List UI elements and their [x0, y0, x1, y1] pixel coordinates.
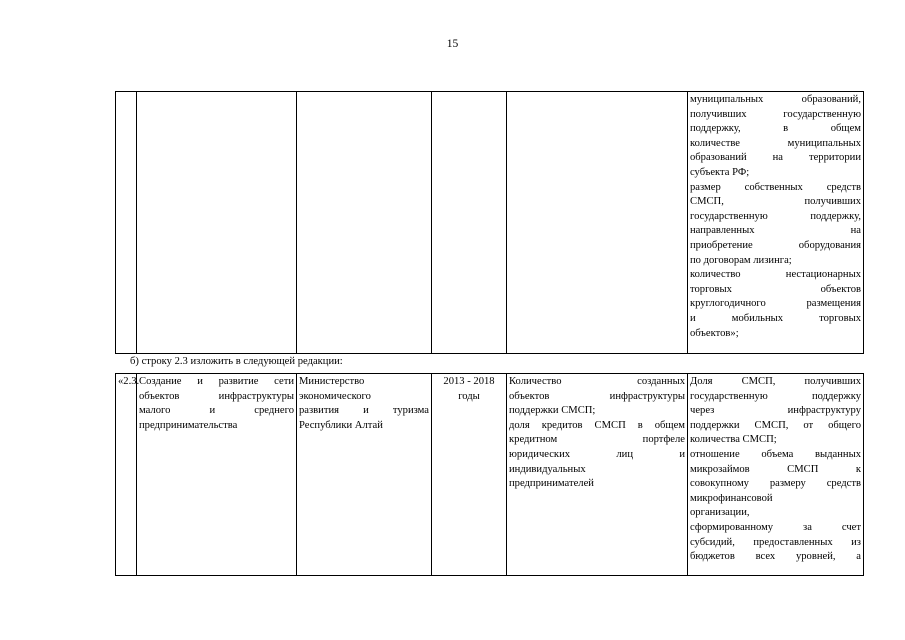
text-line: количестве муниципальных: [690, 137, 861, 149]
text-line: организации,: [690, 507, 750, 519]
cell-executor: [297, 374, 432, 576]
text-line: количество нестационарных: [690, 269, 861, 281]
text-line: кредитном портфеле: [509, 434, 685, 446]
text-line: микрозаймов СМСП к: [690, 463, 861, 475]
text-line: субсидий, предоставленных из: [690, 536, 861, 548]
text-line: Создание и развитие сети: [139, 376, 294, 387]
cell-executor: [297, 92, 432, 354]
text-line: Министерство: [299, 376, 365, 387]
row-number: «2.3.: [118, 376, 140, 387]
cell-result: [507, 374, 688, 576]
table-row-2-3: [115, 373, 864, 576]
text-line: и мобильных торговых: [690, 312, 861, 324]
text-line: круглогодичного размещения: [690, 298, 861, 310]
text-line: количества СМСП;: [690, 434, 777, 446]
indicator-lines: [690, 375, 861, 565]
text-line: Республики Алтай: [299, 419, 383, 431]
text-line: микрофинансовой: [690, 492, 773, 504]
text-line: отношение объема выданных: [690, 448, 861, 460]
table-row: [116, 374, 864, 576]
cell-result: [507, 92, 688, 354]
executor-lines: [299, 375, 429, 433]
text-line: государственную поддержку: [690, 390, 861, 402]
text-line: приобретение оборудования: [690, 239, 861, 251]
text-line: совокупному размеру средств: [690, 478, 861, 490]
text-line: предпринимательства: [139, 419, 238, 431]
text-line: экономического: [299, 390, 371, 402]
result-lines: [509, 375, 685, 492]
text-line: поддержку, в общем: [690, 123, 861, 135]
text-line: доля кредитов СМСП в общем: [509, 419, 685, 431]
cell-period: [432, 374, 507, 576]
name-lines: [139, 375, 294, 433]
text-line: индивидуальных: [509, 463, 586, 475]
text-line: СМСП, получивших: [690, 196, 861, 208]
period-text: 2013 - 2018 годы: [443, 376, 495, 402]
text-line: объектов»;: [690, 327, 739, 339]
cell-indicators: [688, 374, 864, 576]
text-line: Количество созданных: [509, 376, 685, 387]
cell-period: [432, 92, 507, 354]
cell-name: [137, 374, 297, 576]
text-line: через инфраструктуру: [690, 405, 861, 417]
text-line: по договорам лизинга;: [690, 254, 792, 266]
cell-name: [137, 92, 297, 354]
table-row: [116, 92, 864, 354]
text-line: субъекта РФ;: [690, 166, 750, 178]
text-line: получивших государственную: [690, 108, 861, 120]
text-line: бюджетов всех уровней, а: [690, 551, 861, 563]
text-line: сформированному за счет: [690, 521, 861, 533]
text-line: малого и среднего: [139, 405, 294, 417]
cell-number: [116, 92, 137, 354]
table-continuation: [115, 91, 864, 354]
text-line: развития и туризма: [299, 405, 429, 417]
text-line: объектов инфраструктуры: [509, 390, 685, 402]
text-line: поддержки СМСП, от общего: [690, 419, 861, 431]
text-line: торговых объектов: [690, 283, 861, 295]
text-line: направленных на: [690, 225, 861, 237]
text-line: юридических лиц и: [509, 448, 685, 460]
page-number: 15: [446, 38, 459, 50]
indicator-lines: [690, 93, 861, 341]
text-line: предпринимателей: [509, 478, 594, 490]
text-line: размер собственных средств: [690, 181, 861, 193]
cell-indicators: [688, 92, 864, 354]
text-line: муниципальных образований,: [690, 94, 861, 105]
cell-number: [116, 374, 140, 576]
text-line: поддержки СМСП;: [509, 405, 596, 417]
instruction-text: б) строку 2.3 изложить в следующей редакции:: [130, 356, 343, 367]
text-line: Доля СМСП, получивших: [690, 376, 861, 387]
text-line: объектов инфраструктуры: [139, 390, 294, 402]
text-line: государственную поддержку,: [690, 210, 861, 222]
text-line: образований на территории: [690, 152, 861, 164]
